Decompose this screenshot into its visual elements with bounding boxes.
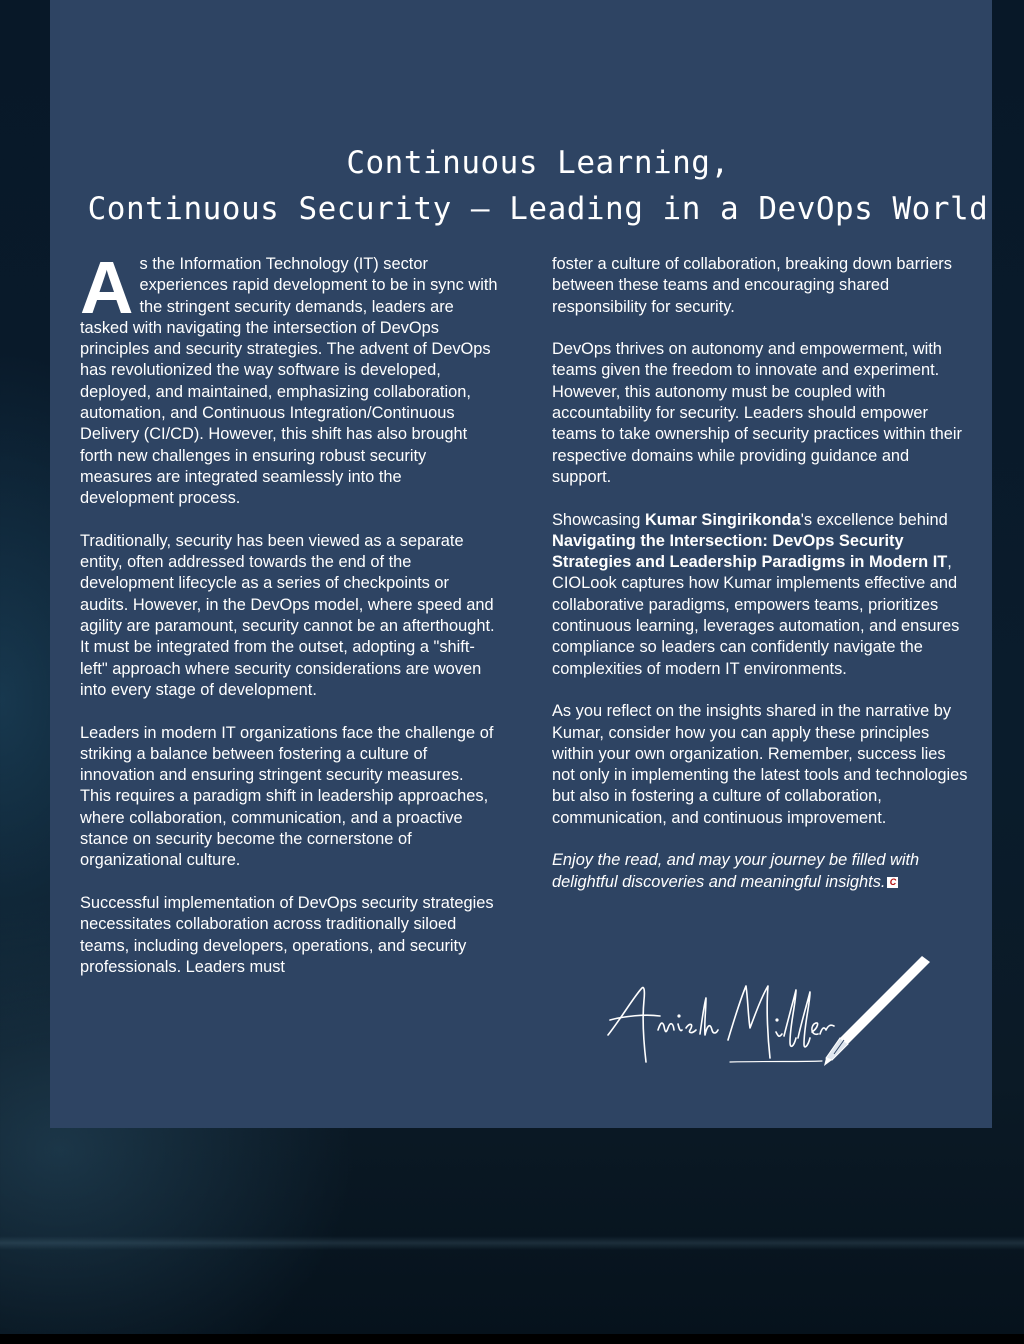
paragraph-traditional-security: Traditionally, security has been viewed as a separate entity, often addressed towards the end of the development lifecycle as a series of checkpoints or audits. However, in the DevOps model, where speed and agility are paramount, security cannot be an afterthought. It must be integrated from the outset, adopting a "shift-left" approach where security considerations are woven into every stage of development.	[80, 531, 495, 699]
closing-text: Enjoy the read, and may your journey be filled with delightful discoveries and meaningful insights.	[552, 851, 920, 891]
signature-handwriting	[608, 986, 834, 1062]
paragraph-reflection: As you reflect on the insights shared in the narrative by Kumar, consider how you can apply these principles within your own organization. Remember, success lies not only in implementing the latest tools and technologies but also in fostering a culture of collaboration, communication, and continuous improvement.	[552, 702, 968, 827]
bottom-bar	[0, 1334, 1024, 1344]
right-column	[552, 254, 972, 914]
page-title	[0, 140, 1024, 232]
paragraph-intro-text: s the Information Technology (IT) sector experiences rapid development to be in sync with the stringent security demands, leaders are tasked with navigating the intersection of DevOps principles and security strategies. The advent of DevOps has revolutionized the way software is developed, deployed, and maintained, emphasizing collaboration, automation, and Continuous Integration/Continuous Delivery (CI/CD). However, this shift has also brought forth new challenges in ensuring robust security measures are integrated seamlessly into the development process.	[80, 255, 498, 508]
featured-person-name: Kumar Singirikonda	[644, 510, 801, 529]
paragraph-leaders-challenge: Leaders in modern IT organizations face the challenge of striking a balance between fostering a culture of innovation and ensuring stringent security measures. This requires a paradigm shift in leadership approaches, where collaboration, communication, and a proactive stance on security become the cornerstone of organizational culture.	[80, 723, 494, 870]
left-column	[80, 246, 498, 999]
signature	[600, 950, 940, 1070]
paragraph-closing	[552, 850, 972, 893]
paragraph-implementation: Successful implementation of DevOps security strategies necessitates collaboration across traditionally siloed teams, including developers, operations, and security professionals. Leaders must	[80, 893, 494, 976]
fountain-pen-icon	[824, 956, 930, 1066]
showcase-prefix: Showcasing	[552, 510, 645, 529]
background-glow-line	[0, 1236, 1024, 1250]
drop-cap: A	[80, 246, 134, 329]
title-line-2: Continuous Security – Leading in a DevOps World	[87, 191, 989, 227]
end-mark-icon: C	[887, 877, 898, 888]
showcase-mid: 's excellence behind	[800, 510, 948, 529]
paragraph-collaboration: foster a culture of collaboration, breaking down barriers between these teams and encouraging shared responsibility for security.	[552, 255, 952, 316]
paragraph-autonomy: DevOps thrives on autonomy and empowerment, with teams given the freedom to innovate and experiment. However, this autonomy must be coupled with accountability for security. Leaders should empower teams to take ownership of security practices within their respective domains while providing guidance and support.	[552, 340, 962, 486]
paragraph-showcase	[552, 510, 972, 680]
paragraph-intro	[80, 246, 498, 510]
featured-article-title: Navigating the Intersection: DevOps Security Strategies and Leadership Paradigms in Modern IT	[552, 531, 948, 572]
title-line-1: Continuous Learning,	[346, 145, 730, 181]
showcase-suffix: , CIOLook captures how Kumar implements effective and collaborative paradigms, empowers teams, prioritizes continuous learning, leverages automation, and ensures compliance so leaders can confidently navigate the complexities of modern IT environments.	[552, 553, 960, 678]
